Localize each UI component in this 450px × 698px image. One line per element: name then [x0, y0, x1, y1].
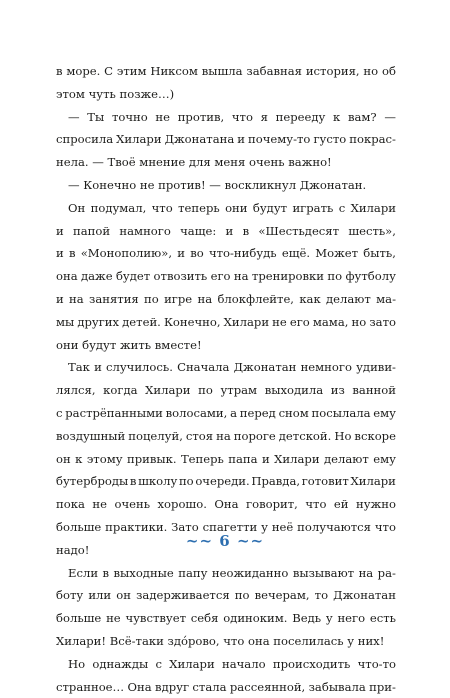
- text-line: Так и случилось. Сначала Джонатан немного удиви-: [68, 360, 396, 375]
- text-line: он к этому привык. Теперь папа и Хилари делают ему: [56, 451, 396, 466]
- text-line: этом чуть позже…): [56, 86, 175, 101]
- text-line: и на занятия по игре на блокфлейте, как делают ма-: [56, 291, 396, 306]
- text-line: Но однажды с Хилари начало происходить что-то: [68, 656, 396, 671]
- page-body-text: [56, 60, 396, 698]
- text-line: спросила Хилари Джонатана и почему-то густо покрас-: [56, 132, 396, 147]
- text-line: они будут жить вместе!: [56, 337, 202, 352]
- text-line: воздушный поцелуй, стоя на пороге детской. Но вскоре: [56, 428, 396, 443]
- text-line: больше не чувствует себя одиноким. Ведь у него есть: [56, 611, 396, 626]
- text-line: в море. С этим Никсом вышла забавная история, но об: [56, 64, 396, 78]
- text-line: Он подумал, что теперь они будут играть с Хилари: [68, 200, 396, 215]
- ornament-left: ~~: [185, 532, 214, 550]
- text-line: надо!: [56, 542, 90, 557]
- text-line: нела. — Твоё мнение для меня очень важно!: [56, 155, 332, 170]
- text-line: — Ты точно не против, что я перееду к вам? —: [68, 109, 396, 124]
- text-line: — Конечно не против! — воскликнул Джонатан.: [68, 177, 367, 192]
- text-line: и папой намного чаще: и в «Шестьдесят шесть»,: [56, 223, 396, 238]
- text-line: Хилари! Всё-таки здóрово, что она поселилась у них!: [56, 633, 385, 648]
- text-line: Если в выходные папу неожиданно вызывают на ра-: [68, 565, 396, 580]
- text-line: бутерброды в школу по очереди. Правда, готовит Хилари: [56, 474, 396, 489]
- text-line: больше практики. Зато спагетти у неё получаются что: [56, 519, 396, 534]
- text-line: странное… Она вдруг стала рассеянной, забывала при-: [56, 679, 396, 694]
- page-footer: [0, 532, 450, 550]
- text-line: с растрёпанными волосами, а перед сном посылала ему: [56, 405, 396, 420]
- text-line: и в «Монополию», и во что-нибудь ещё. Может быть,: [56, 246, 396, 261]
- text-line: лялся, когда Хилари по утрам выходила из ванной: [56, 383, 396, 398]
- text-line: пока не очень хорошо. Она говорит, что ей нужно: [56, 497, 396, 512]
- ornament-right: ~~: [236, 532, 265, 550]
- page-number: 6: [219, 532, 231, 550]
- text-line: мы других детей. Конечно, Хилари не его мама, но зато: [56, 314, 396, 329]
- text-line: боту или он задерживается по вечерам, то Джонатан: [56, 588, 396, 603]
- text-line: она даже будет отвозить его на тренировки по футболу: [56, 269, 396, 284]
